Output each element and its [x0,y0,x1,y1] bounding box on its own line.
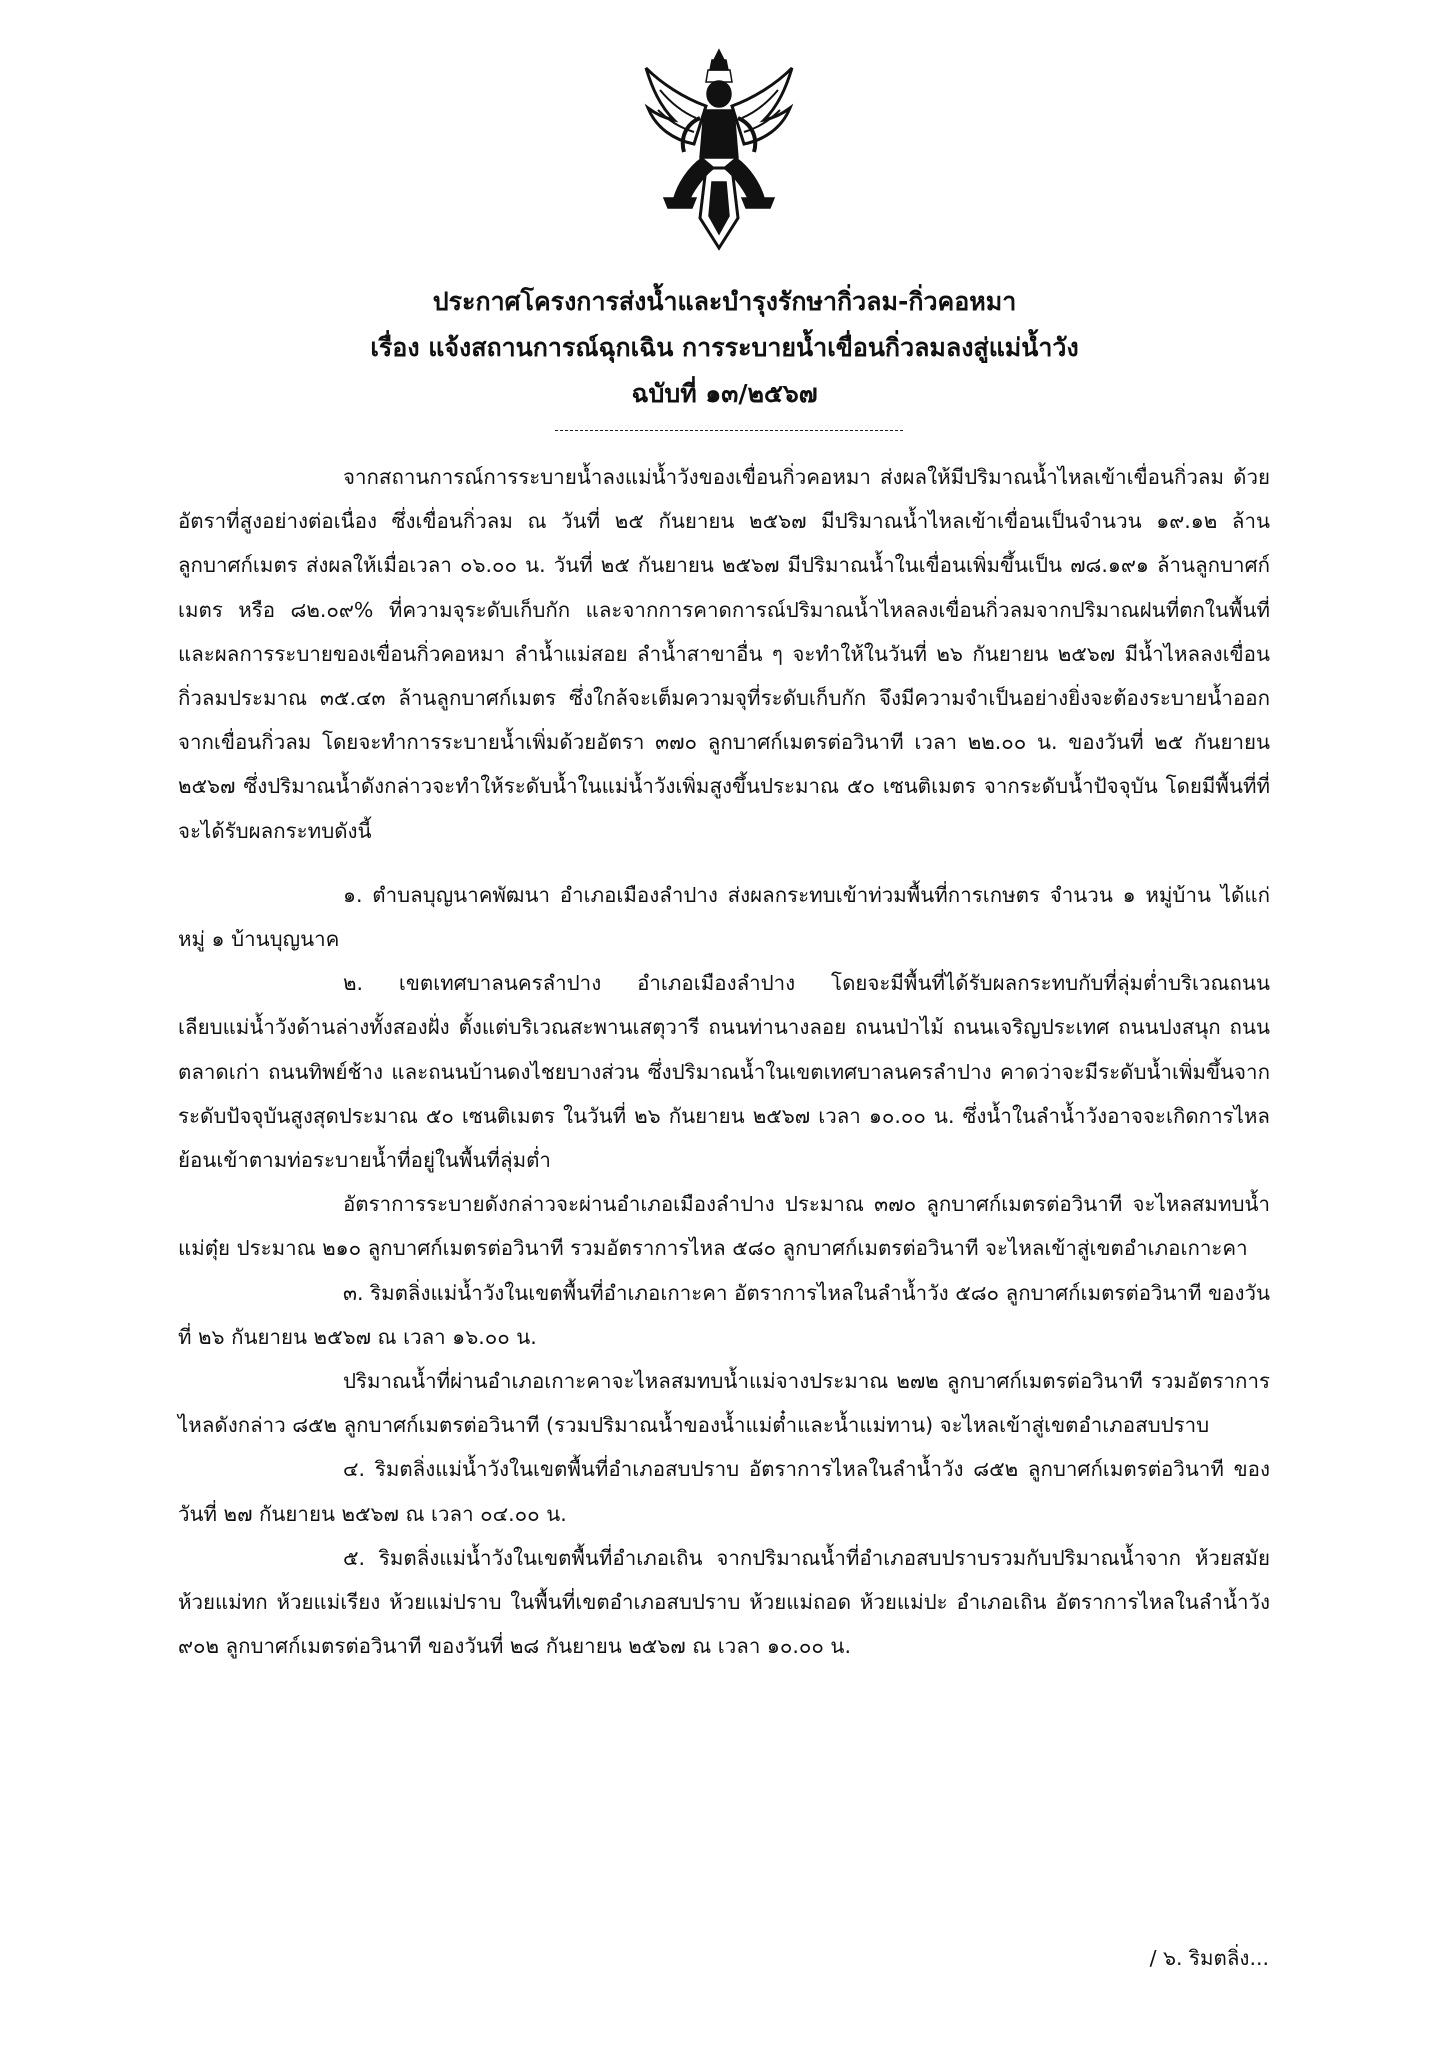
flow-note-3: ปริมาณน้ำที่ผ่านอำเภอเกาะคาจะไหลสมทบน้ำแม่จางประมาณ ๒๗๒ ลูกบาศก์เมตรต่อวินาที รวมอัตราการไหลดังกล่าว ๘๕๒ ลูกบาศก์เมตรต่อวินาที (รวมปริมาณน้ำของน้ำแม่ต๋ำและน้ำแม่ทาน) จะไหลเข้าสู่เขตอำเภอสบปราบ [178,1369,1270,1438]
affected-area-item-3: ๓. ริมตลิ่งแม่น้ำวังในเขตพื้นที่อำเภอเกาะคา อัตราการไหลในลำน้ำวัง ๕๘๐ ลูกบาศก์เมตรต่อวินาที ของวันที่ ๒๖ กันยายน ๒๕๖๗ ณ เวลา ๑๖.๐๐ น. [178,1280,1270,1349]
affected-area-item-1: ๑. ตำบลบุญนาคพัฒนา อำเภอเมืองลำปาง ส่งผลกระทบเข้าท่วมพื้นที่การเกษตร จำนวน ๑ หมู่บ้าน ได้แก่ หมู่ ๑ บ้านบุญนาค [178,882,1270,952]
flow-note-2: อัตราการระบายดังกล่าวจะผ่านอำเภอเมืองลำปาง ประมาณ ๓๗๐ ลูกบาศก์เมตรต่อวินาที จะไหลสมทบน้ำแม่ตุ๋ย ประมาณ ๒๑๐ ลูกบาศก์เมตรต่อวินาที รวมอัตราการไหล ๕๘๐ ลูกบาศก์เมตรต่อวินาที จะไหลเข้าสู่เขตอำเภอเกาะคา [178,1192,1270,1261]
header-divider [555,430,903,431]
announcement-number: ฉบับที่ ๑๓/๒๕๖๗ [631,379,818,408]
announcement-title: ประกาศโครงการส่งน้ำและบำรุงรักษากิ่วลม-กิ่วคอหมา [432,287,1017,316]
intro-paragraph: จากสถานการณ์การระบายน้ำลงแม่น้ำวังของเขื่อนกิ่วคอหมา ส่งผลให้มีปริมาณน้ำไหลเข้าเขื่อนกิ่วลม ด้วยอัตราที่สูงอย่างต่อเนื่อง ซึ่งเขื่อนกิ่วลม ณ วันที่ ๒๕ กันยายน ๒๕๖๗ มีปริมาณน้ำไหลเข้าเขื่อนเป็นจำนวน ๑๙.๑๒ ล้านลูกบาศก์เมตร ส่งผลให้เมื่อเวลา ๐๖.๐๐ น. วันที่ ๒๕ กันยายน ๒๕๖๗ มีปริมาณน้ำในเขื่อนเพิ่มขึ้นเป็น ๗๘.๑๙๑ ล้านลูกบาศก์เมตร หรือ ๘๒.๐๙% ที่ความจุระดับเก็บกัก และจากการคาดการณ์ปริมาณน้ำไหลลงเขื่อนกิ่วลมจากปริมาณฝนที่ตกในพื้นที่และผลการระบายของเขื่อนกิ่วคอหมา ลำน้ำแม่สอย ลำน้ำสาขาอื่น ๆ จะทำให้ในวันที่ ๒๖ กันยายน ๒๕๖๗ มีน้ำไหลลงเขื่อนกิ่วลมประมาณ ๓๕.๔๓ ล้านลูกบาศก์เมตร ซึ่งใกล้จะเต็มความจุที่ระดับเก็บกัก จึงมีความจำเป็นอย่างยิ่งจะต้องระบายน้ำออกจากเขื่อนกิ่วลม โดยจะทำการระบายน้ำเพิ่มด้วยอัตรา ๓๗๐ ลูกบาศก์เมตรต่อวินาที เวลา ๒๒.๐๐ น. ของวันที่ ๒๕ กันยายน ๒๕๖๗ ซึ่งปริมาณน้ำดังกล่าวจะทำให้ระดับน้ำในแม่น้ำวังเพิ่มสูงขึ้นประมาณ ๕๐ เซนติเมตร จากระดับน้ำปัจจุบัน โดยมีพื้นที่ที่จะได้รับผลกระทบดังนี้ [178,465,1270,843]
garuda-emblem-icon [634,48,804,258]
affected-area-item-5: ๕. ริมตลิ่งแม่น้ำวังในเขตพื้นที่อำเภอเถิน จากปริมาณน้ำที่อำเภอสบปราบรวมกับปริมาณน้ำจาก ห้วยสมัย ห้วยแม่ทก ห้วยแม่เรียง ห้วยแม่ปราบ ในพื้นที่เขตอำเภอสบปราบ ห้วยแม่ถอด ห้วยแม่ปะ อำเภอเถิน อัตราการไหลในลำน้ำวัง ๙๐๒ ลูกบาศก์เมตรต่อวินาที ของวันที่ ๒๘ กันยายน ๒๕๖๗ ณ เวลา ๑๐.๐๐ น. [178,1545,1270,1659]
announcement-subject: เรื่อง แจ้งสถานการณ์ฉุกเฉิน การระบายน้ำเขื่อนกิ่วลมลงสู่แม่น้ำวัง [370,333,1079,362]
continuation-marker: / ๖. ริมตลิ่ง... [1149,1946,1269,1970]
affected-area-item-2: ๒. เขตเทศบาลนครลำปาง อำเภอเมืองลำปาง โดยจะมีพื้นที่ได้รับผลกระทบกับที่ลุ่มต่ำบริเวณถนนเลียบแม่น้ำวังด้านล่างทั้งสองฝั่ง ตั้งแต่บริเวณสะพานเสตุวารี ถนนท่านางลอย ถนนป่าไม้ ถนนเจริญประเทศ ถนนปงสนุก ถนนตลาดเก่า ถนนทิพย์ช้าง และถนนบ้านดงไชยบางส่วน ซึ่งปริมาณน้ำในเขตเทศบาลนครลำปาง คาดว่าจะมีระดับน้ำเพิ่มขึ้นจากระดับปัจจุบันสูงสุดประมาณ ๕๐ เซนติเมตร ในวันที่ ๒๖ กันยายน ๒๕๖๗ เวลา ๑๐.๐๐ น. ซึ่งน้ำในลำน้ำวังอาจจะเกิดการไหลย้อนเข้าตามท่อระบายน้ำที่อยู่ในพื้นที่ลุ่มต่ำ [178,971,1270,1173]
affected-area-item-4: ๔. ริมตลิ่งแม่น้ำวังในเขตพื้นที่อำเภอสบปราบ อัตราการไหลในลำน้ำวัง ๘๕๒ ลูกบาศก์เมตรต่อวินาที ของวันที่ ๒๗ กันยายน ๒๕๖๗ ณ เวลา ๐๔.๐๐ น. [178,1457,1270,1526]
document-body [178,455,1270,1668]
